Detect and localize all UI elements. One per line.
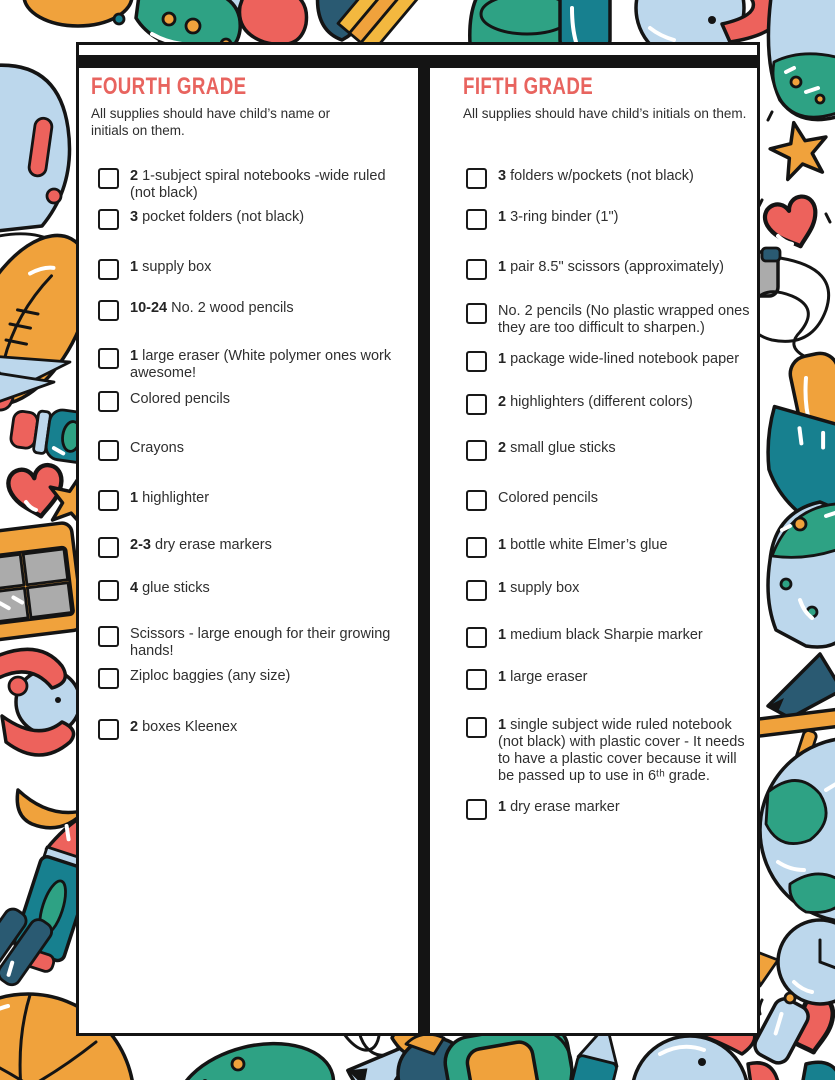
checkbox[interactable]: [98, 626, 119, 647]
checkbox[interactable]: [466, 168, 487, 189]
item-label: 1 3-ring binder (1"): [498, 209, 619, 225]
supply-list-panel: [76, 42, 760, 1036]
item-label: Colored pencils: [130, 391, 230, 407]
checkbox[interactable]: [98, 719, 119, 740]
checkbox[interactable]: [98, 580, 119, 601]
checklist-item: [98, 580, 400, 601]
checkbox[interactable]: [98, 391, 119, 412]
checklist-item: [466, 669, 756, 690]
item-label: 1 package wide-lined notebook paper: [498, 351, 740, 367]
checklist-item: [466, 717, 756, 785]
checklist-item: [466, 259, 756, 280]
item-label: 4 glue sticks: [130, 580, 210, 596]
item-label: 2-3 dry erase markers: [130, 537, 272, 553]
fourth-grade-column: [79, 45, 418, 1033]
item-label: 1 dry erase marker: [498, 799, 620, 815]
checkbox[interactable]: [98, 668, 119, 689]
item-label: Colored pencils: [498, 490, 598, 506]
checkbox[interactable]: [466, 303, 487, 324]
item-label: 1 single subject wide ruled notebook (not black) with plastic cover - It needs to have a plastic cover because it will be passed up to use in 6ᵗʰ grade.: [498, 717, 745, 784]
checkbox[interactable]: [466, 394, 487, 415]
item-label: 2 small glue sticks: [498, 440, 616, 456]
fifth-grade-column: [430, 45, 757, 1033]
checklist-item: [98, 300, 400, 321]
checklist-item: [98, 348, 400, 382]
checklist-item: [98, 719, 400, 740]
item-label: 1 bottle white Elmer’s glue: [498, 537, 668, 553]
checklist-item: [466, 537, 756, 558]
checklist-item: [98, 626, 400, 660]
checkbox[interactable]: [98, 168, 119, 189]
flask-right-doodle: [768, 502, 835, 647]
red-paddle-doodle: [240, 0, 307, 45]
checklist-item: [98, 537, 400, 558]
item-label: 1 highlighter: [130, 490, 210, 506]
checklist-item: [466, 799, 756, 820]
fourth-grade-subtitle: All supplies should have child’s name or initials on them.: [91, 106, 331, 138]
checklist-item: [466, 394, 756, 415]
checkbox[interactable]: [466, 259, 487, 280]
item-label: Crayons: [130, 440, 184, 456]
star-right-doodle: [766, 112, 833, 182]
checkbox[interactable]: [466, 351, 487, 372]
checklist-item: [98, 259, 400, 280]
checklist-item: [98, 490, 400, 511]
checkbox[interactable]: [466, 717, 487, 738]
bell-doodle: [0, 65, 70, 232]
checkbox[interactable]: [98, 490, 119, 511]
column-divider: [418, 68, 430, 1033]
pencil-right-doodle: [768, 654, 835, 718]
checklist-item: [466, 351, 756, 372]
item-label: Scissors - large enough for their growing hands!: [130, 626, 391, 659]
checkbox[interactable]: [466, 669, 487, 690]
fifth-grade-title: FIFTH GRADE: [463, 73, 594, 100]
item-label: 2 boxes Kleenex: [130, 719, 238, 735]
checklist-item: [98, 209, 400, 230]
checkbox[interactable]: [98, 440, 119, 461]
item-label: 2 1-subject spiral notebooks -wide ruled (not black): [130, 168, 386, 201]
checkbox[interactable]: [466, 799, 487, 820]
item-label: 3 folders w/pockets (not black): [498, 168, 694, 184]
flask-doodle: [768, 0, 835, 120]
checklist-item: [466, 440, 756, 461]
item-label: 1 supply box: [130, 259, 212, 275]
clock-doodle: [778, 920, 835, 1004]
fifth-grade-list: [430, 45, 757, 1033]
item-label: 2 highlighters (different colors): [498, 394, 693, 410]
checkbox[interactable]: [466, 209, 487, 230]
checkbox[interactable]: [466, 580, 487, 601]
checkbox[interactable]: [98, 209, 119, 230]
checklist-item: [466, 627, 756, 648]
teal-corner-doodle: [802, 1062, 835, 1080]
checklist-item: [466, 580, 756, 601]
checklist-item: [98, 668, 400, 689]
checklist-item: [466, 168, 756, 189]
scissors-doodle: [0, 649, 80, 755]
heart-right-doodle: [758, 193, 830, 254]
fourth-grade-title: FOURTH GRADE: [91, 73, 247, 100]
item-label: 1 large eraser: [498, 669, 588, 685]
item-label: Ziploc baggies (any size): [130, 668, 291, 684]
item-label: No. 2 pencils (No plastic wrapped ones they are too difficult to sharpen.): [498, 303, 750, 336]
checkbox[interactable]: [466, 490, 487, 511]
paper-plane-doodle: [0, 356, 70, 402]
item-label: 1 supply box: [498, 580, 580, 596]
globe-doodle: [749, 708, 835, 922]
checklist-item: [466, 303, 756, 337]
item-label: 10-24 No. 2 wood pencils: [130, 300, 294, 316]
checklist-item: [466, 490, 756, 511]
checklist-item: [98, 440, 400, 461]
fifth-grade-subtitle: All supplies should have child’s initials on them.: [463, 106, 747, 121]
checkbox[interactable]: [466, 627, 487, 648]
checkbox[interactable]: [466, 537, 487, 558]
item-label: 1 medium black Sharpie marker: [498, 627, 703, 643]
checkbox[interactable]: [98, 348, 119, 369]
item-label: 1 pair 8.5" scissors (approximately): [498, 259, 724, 275]
checklist-item: [98, 168, 400, 202]
checklist-item: [98, 391, 400, 412]
checkbox[interactable]: [466, 440, 487, 461]
checklist-item: [466, 209, 756, 230]
item-label: 1 large eraser (White polymer ones work awesome!: [130, 348, 392, 381]
checkbox[interactable]: [98, 259, 119, 280]
mouse-cord-doodle: [750, 248, 829, 356]
calculator-doodle: [0, 522, 84, 643]
fourth-grade-list: [79, 45, 418, 1033]
item-label: 3 pocket folders (not black): [130, 209, 305, 225]
checkbox[interactable]: [98, 300, 119, 321]
checkbox[interactable]: [98, 537, 119, 558]
